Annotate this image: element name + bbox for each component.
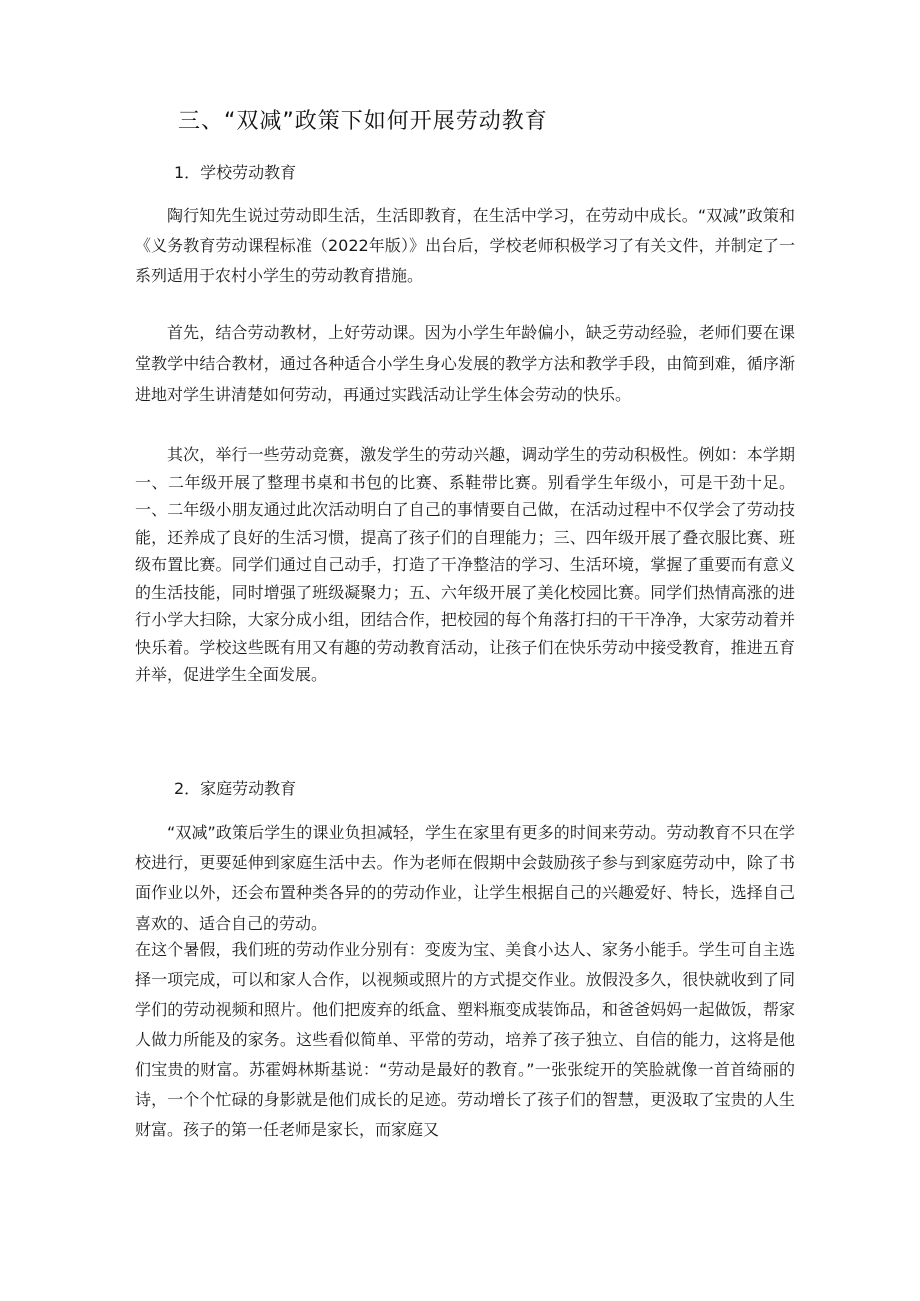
paragraph-school-intro: 陶行知先生说过劳动即生活，生活即教育，在生活中学习，在劳动中成长。“双减”政策和《义务教育劳动课程标准（2022年版）》出台后，学校老师积极学习了有关文件，并制定了一系列适用于农村小学生的劳动教育措施。 (135, 206, 795, 285)
section-heading: 三、“双减”政策下如何开展劳动教育 (178, 109, 548, 134)
paragraph-school-second: 其次，举行一些劳动竞赛，激发学生的劳动兴趣，调动学生的劳动积极性。例如：本学期一、二年级开展了整理书桌和书包的比赛、系鞋带比赛。别看学生年级小，可是干劲十足。一、二年级小朋友通过此次活动明白了自己的事情要自己做，在活动过程中不仅学会了劳动技能，还养成了良好的生活习惯，提高了孩子们的自理能力；三、四年级开展了叠衣服比赛、班级布置比赛。同学们通过自己动手，打造了干净整洁的学习、生活环境，掌握了重要而有意义的生活技能，同时增强了班级凝聚力；五、六年级开展了美化校园比赛。同学们热情高涨的进行小学大扫除，大家分成小组，团结合作，把校园的每个角落打扫的干干净净，大家劳动着并快乐着。学校这些既有用又有趣的劳动教育活动，让孩子们在快乐劳动中接受教育，推进五育并举，促进学生全面发展。 (135, 445, 795, 684)
subsection-title-family-labor: 2．家庭劳动教育 (174, 779, 297, 798)
paragraph-family-summer: 在这个暑假，我们班的劳动作业分别有：变废为宝、美食小达人、家务小能手。学生可自主选择一项完成，可以和家人合作，以视频或照片的方式提交作业。放假没多久，很快就收到了同学们的劳动视频和照片。他们把废弃的纸盒、塑料瓶变成装饰品，和爸爸妈妈一起做饭，帮家人做力所能及的家务。这些看似简单、平常的劳动，培养了孩子独立、自信的能力，这将是他们宝贵的财富。苏霍姆林斯基说：“劳动是最好的教育。”一张张绽开的笑脸就像一首首绮丽的诗，一个个忙碌的身影就是他们成长的足迹。劳动增长了孩子们的智慧，更汲取了宝贵的人生财富。孩子的第一任老师是家长，而家庭又 (135, 940, 795, 1139)
paragraph-family-intro: “双减”政策后学生的课业负担减轻，学生在家里有更多的时间来劳动。劳动教育不只在学校进行，更要延伸到家庭生活中去。作为老师在假期中会鼓励孩子参与到家庭劳动中，除了书面作业以外，还会布置种类各异的的劳动作业，让学生根据自己的兴趣爱好、特长，选择自己喜欢的、适合自己的劳动。 (135, 823, 795, 933)
subsection-title-school-labor: 1．学校劳动教育 (174, 163, 297, 182)
paragraph-school-first: 首先，结合劳动教材，上好劳动课。因为小学生年龄偏小，缺乏劳动经验，老师们要在课堂教学中结合教材，通过各种适合小学生身心发展的教学方法和教学手段，由简到难，循序渐进地对学生讲清楚如何劳动，再通过实践活动让学生体会劳动的快乐。 (135, 323, 795, 405)
